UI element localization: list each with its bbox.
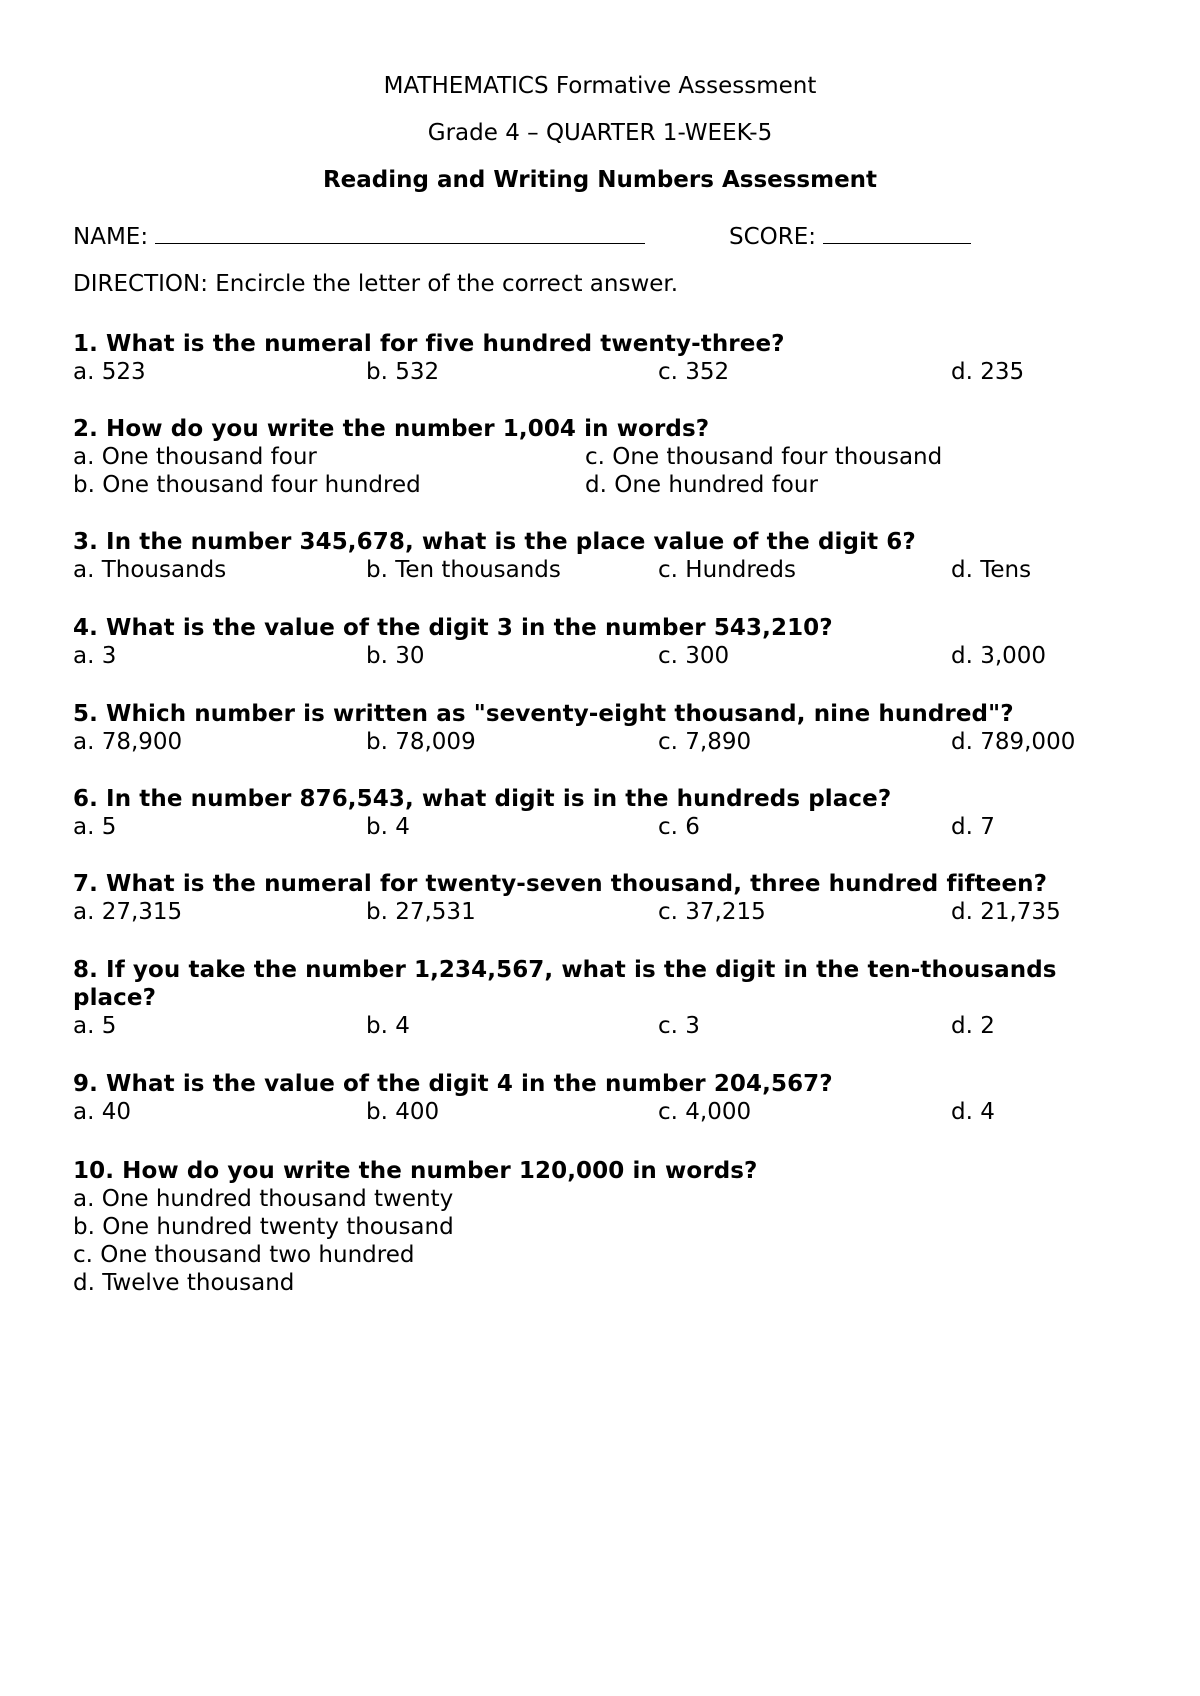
option-d[interactable]: d. 2 bbox=[951, 1013, 995, 1039]
option-b[interactable]: b. 4 bbox=[366, 814, 410, 840]
options-row bbox=[73, 358, 1133, 386]
option-a[interactable]: a. 27,315 bbox=[73, 899, 183, 925]
option-a[interactable]: a. 78,900 bbox=[73, 729, 183, 755]
document-subtitle: Grade 4 – QUARTER 1-WEEK-5 bbox=[427, 120, 773, 146]
question-text: 7. What is the numeral for twenty-seven thousand, three hundred fifteen? bbox=[73, 871, 1048, 897]
question-3 bbox=[73, 528, 1133, 584]
option-b[interactable]: b. One hundred twenty thousand bbox=[73, 1214, 454, 1240]
option-a[interactable]: a. 5 bbox=[73, 814, 117, 840]
option-b[interactable]: b. 4 bbox=[366, 1013, 410, 1039]
score-blank-line[interactable] bbox=[823, 223, 971, 244]
options-row bbox=[73, 813, 1133, 841]
options-row bbox=[73, 471, 1133, 499]
question-text: 1. What is the numeral for five hundred twenty-three? bbox=[73, 331, 785, 357]
options-row bbox=[73, 728, 1133, 756]
option-d[interactable]: d. Tens bbox=[951, 557, 1032, 583]
option-d[interactable]: d. 4 bbox=[951, 1099, 995, 1125]
option-c[interactable]: c. 37,215 bbox=[658, 899, 766, 925]
question-text: 4. What is the value of the digit 3 in the number 543,210? bbox=[73, 615, 833, 641]
question-text: 2. How do you write the number 1,004 in words? bbox=[73, 416, 710, 442]
option-d[interactable]: d. One hundred four bbox=[585, 472, 818, 498]
option-d[interactable]: d. 7 bbox=[951, 814, 995, 840]
question-10 bbox=[73, 1157, 1133, 1297]
name-blank-line[interactable] bbox=[155, 223, 645, 244]
document-title: MATHEMATICS Formative Assessment bbox=[383, 73, 817, 99]
question-6 bbox=[73, 785, 1133, 841]
question-9 bbox=[73, 1070, 1133, 1126]
options-row bbox=[73, 1098, 1133, 1126]
options-row bbox=[73, 898, 1133, 926]
option-c[interactable]: c. One thousand two hundred bbox=[73, 1242, 415, 1268]
option-c[interactable]: c. 6 bbox=[658, 814, 700, 840]
option-b[interactable]: b. Ten thousands bbox=[366, 557, 561, 583]
question-text: 8. If you take the number 1,234,567, what is the digit in the ten-thousands place? bbox=[73, 957, 1057, 1011]
option-b[interactable]: b. 78,009 bbox=[366, 729, 476, 755]
question-1 bbox=[73, 330, 1133, 386]
option-c[interactable]: c. 7,890 bbox=[658, 729, 752, 755]
option-a[interactable]: a. One hundred thousand twenty bbox=[73, 1186, 454, 1212]
option-c[interactable]: c. 3 bbox=[658, 1013, 700, 1039]
options-row bbox=[73, 556, 1133, 584]
option-a[interactable]: a. 3 bbox=[73, 643, 117, 669]
option-b[interactable]: b. 532 bbox=[366, 359, 440, 385]
options-row bbox=[73, 1012, 1133, 1040]
question-text: 5. Which number is written as "seventy-eight thousand, nine hundred"? bbox=[73, 701, 1014, 727]
option-c[interactable]: c. 300 bbox=[658, 643, 730, 669]
option-c[interactable]: c. One thousand four thousand bbox=[585, 444, 943, 470]
direction-text: DIRECTION: Encircle the letter of the correct answer. bbox=[73, 271, 679, 297]
option-b[interactable]: b. 400 bbox=[366, 1099, 440, 1125]
option-a[interactable]: a. One thousand four bbox=[73, 444, 317, 470]
question-5 bbox=[73, 700, 1133, 756]
option-c[interactable]: c. 4,000 bbox=[658, 1099, 752, 1125]
option-c[interactable]: c. 352 bbox=[658, 359, 730, 385]
option-b[interactable]: b. 30 bbox=[366, 643, 425, 669]
option-c[interactable]: c. Hundreds bbox=[658, 557, 796, 583]
name-field[interactable] bbox=[73, 223, 645, 251]
question-2 bbox=[73, 415, 1133, 499]
option-d[interactable]: d. 235 bbox=[951, 359, 1025, 385]
options-row bbox=[73, 642, 1133, 670]
question-8 bbox=[73, 956, 1133, 1040]
options-row bbox=[73, 443, 1133, 471]
option-a[interactable]: a. 523 bbox=[73, 359, 146, 385]
score-label: SCORE: bbox=[729, 224, 817, 250]
question-text: 10. How do you write the number 120,000 in words? bbox=[73, 1158, 758, 1184]
question-4 bbox=[73, 614, 1133, 670]
option-b[interactable]: b. One thousand four hundred bbox=[73, 472, 421, 498]
option-d[interactable]: d. Twelve thousand bbox=[73, 1270, 295, 1296]
option-d[interactable]: d. 21,735 bbox=[951, 899, 1061, 925]
question-text: 6. In the number 876,543, what digit is in the hundreds place? bbox=[73, 786, 892, 812]
option-d[interactable]: d. 3,000 bbox=[951, 643, 1047, 669]
option-a[interactable]: a. 40 bbox=[73, 1099, 131, 1125]
name-label: NAME: bbox=[73, 224, 149, 250]
option-a[interactable]: a. 5 bbox=[73, 1013, 117, 1039]
question-text: 9. What is the value of the digit 4 in the number 204,567? bbox=[73, 1071, 833, 1097]
question-text: 3. In the number 345,678, what is the place value of the digit 6? bbox=[73, 529, 916, 555]
option-b[interactable]: b. 27,531 bbox=[366, 899, 476, 925]
option-d[interactable]: d. 789,000 bbox=[951, 729, 1076, 755]
score-field[interactable] bbox=[729, 223, 971, 251]
assessment-heading: Reading and Writing Numbers Assessment bbox=[322, 167, 878, 193]
option-a[interactable]: a. Thousands bbox=[73, 557, 227, 583]
question-7 bbox=[73, 870, 1133, 926]
